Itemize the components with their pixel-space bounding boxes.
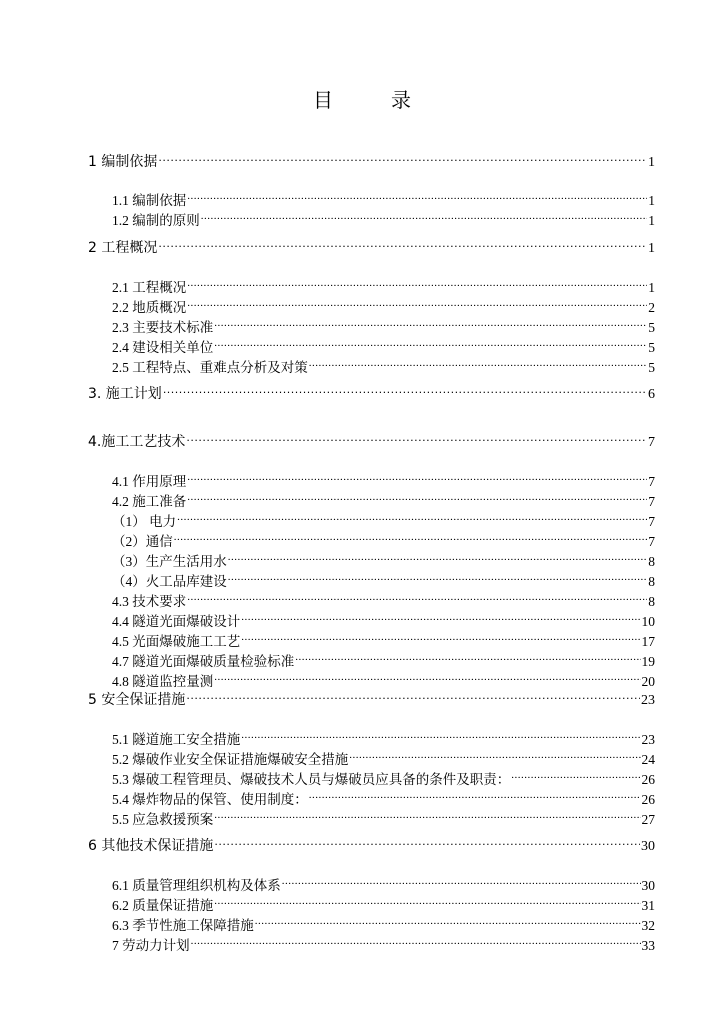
toc-entry-page-number: 1 [648, 241, 655, 256]
toc-entry-page-number: 20 [641, 674, 655, 689]
toc-entry-page-number: 26 [641, 792, 655, 807]
toc-entry-label: 2 工程概况 [88, 240, 158, 256]
toc-entry-level2[interactable] [112, 548, 655, 569]
toc-entry-level2[interactable] [112, 628, 655, 649]
toc-entry-page-number: 1 [648, 193, 655, 208]
toc-entry-label: 4.1 作用原理 [112, 474, 187, 489]
toc-entry-label: 6.2 质量保证措施 [112, 898, 214, 913]
toc-entry-label: 6.1 质量管理组织机构及体系 [112, 878, 281, 893]
toc-entry-level2[interactable] [112, 568, 655, 589]
toc-entry-page-number: 32 [641, 918, 655, 933]
toc-entry-label: （4）火工品库建设 [112, 574, 227, 589]
toc-entry-level2[interactable] [112, 294, 655, 315]
dot-leader [186, 428, 647, 446]
dot-leader [187, 588, 647, 606]
dot-leader [511, 766, 640, 784]
toc-entry-level1[interactable] [88, 148, 655, 170]
toc-entry-page-number: 23 [641, 693, 655, 708]
dot-leader [174, 528, 648, 546]
toc-entry-label: （2）通信 [112, 534, 173, 549]
toc-entry-page-number: 26 [641, 772, 655, 787]
toc-entry-level2[interactable] [112, 187, 655, 208]
toc-entry-level2[interactable] [112, 766, 655, 787]
toc-entry-level2[interactable] [112, 588, 655, 609]
dot-leader [214, 314, 647, 332]
toc-entry-page-number: 5 [648, 340, 655, 355]
dot-leader [228, 548, 648, 566]
dot-leader [295, 648, 640, 666]
dot-leader [241, 608, 640, 626]
dot-leader [241, 628, 640, 646]
toc-entry-page-number: 27 [641, 812, 655, 827]
toc-entry-label: 2.3 主要技术标准 [112, 320, 214, 335]
toc-entry-page-number: 8 [648, 594, 655, 609]
dot-leader [214, 668, 640, 686]
dot-leader [349, 746, 640, 764]
toc-entry-label: 5.3 爆破工程管理员、爆破技术人员与爆破员应具备的条件及职责： [112, 772, 511, 787]
toc-entry-level2[interactable] [112, 334, 655, 355]
toc-entry-label: 1.2 编制的原则 [112, 213, 200, 228]
dot-leader [241, 726, 640, 744]
toc-entry-page-number: 10 [641, 614, 655, 629]
toc-entry-label: 6 其他技术保证措施 [88, 838, 214, 854]
toc-entry-level2[interactable] [112, 488, 655, 509]
toc-entry-label: 5.4 爆炸物品的保管、使用制度： [112, 792, 308, 807]
toc-entry-level2[interactable] [112, 314, 655, 335]
dot-leader [187, 274, 647, 292]
toc-entry-level2[interactable] [112, 354, 655, 375]
toc-entry-label: （3）生产生活用水 [112, 554, 227, 569]
toc-entry-label: 1 编制依据 [88, 154, 158, 170]
toc-entry-page-number: 2 [648, 300, 655, 315]
toc-entry-page-number: 23 [641, 732, 655, 747]
toc-entry-level2[interactable] [112, 726, 655, 747]
dot-leader [214, 892, 640, 910]
dot-leader [187, 187, 647, 205]
dot-leader [214, 334, 647, 352]
dot-leader [158, 234, 647, 252]
toc-entry-level1[interactable] [88, 686, 655, 708]
toc-entry-page-number: 6 [648, 387, 655, 402]
toc-entry-label: 2.4 建设相关单位 [112, 340, 214, 355]
dot-leader [186, 686, 640, 704]
dot-leader [214, 806, 640, 824]
dot-leader [309, 354, 648, 372]
toc-entry-level1[interactable] [88, 380, 655, 402]
toc-entry-label: 4.施工工艺技术 [88, 434, 186, 450]
toc-entry-label: 1.1 编制依据 [112, 193, 187, 208]
toc-entry-level2[interactable] [112, 892, 655, 913]
toc-entry-label: 7 劳动力计划 [112, 938, 190, 953]
toc-entry-label: 4.7 隧道光面爆破质量检验标准 [112, 654, 295, 669]
toc-entry-page-number: 5 [648, 360, 655, 375]
toc-entry-page-number: 33 [641, 938, 655, 953]
toc-entry-page-number: 30 [641, 878, 655, 893]
toc-entry-page-number: 5 [648, 320, 655, 335]
toc-entry-label: 5.5 应急救援预案 [112, 812, 214, 827]
toc-entry-page-number: 24 [641, 752, 655, 767]
toc-entry-label: 4.2 施工准备 [112, 494, 187, 509]
toc-entry-label: 5.2 爆破作业安全保证措施爆破安全措施 [112, 752, 349, 767]
dot-leader [187, 488, 647, 506]
toc-entry-page-number: 7 [648, 474, 655, 489]
dot-leader [228, 568, 648, 586]
title-char-1: 目 [313, 90, 333, 112]
toc-entry-level2[interactable] [112, 608, 655, 629]
toc-entry-level2[interactable] [112, 207, 655, 228]
toc-entry-page-number: 8 [648, 554, 655, 569]
dot-leader [201, 207, 648, 225]
toc-entry-label: 4.8 隧道监控量测 [112, 674, 214, 689]
toc-entry-page-number: 1 [648, 280, 655, 295]
dot-leader [187, 468, 647, 486]
toc-entry-level2[interactable] [112, 912, 655, 933]
toc-entry-level2[interactable] [112, 746, 655, 767]
toc-entry-page-number: 1 [648, 155, 655, 170]
toc-entry-label: 2.2 地质概况 [112, 300, 187, 315]
toc-entry-page-number: 1 [648, 213, 655, 228]
toc-entry-page-number: 7 [648, 494, 655, 509]
toc-entry-level2[interactable] [112, 274, 655, 295]
toc-entry-page-number: 30 [641, 839, 655, 854]
title-char-2: 录 [391, 90, 411, 112]
toc-entry-label: （1） 电力 [112, 514, 177, 529]
page-title [0, 84, 724, 113]
dot-leader [309, 786, 641, 804]
toc-entry-level2[interactable] [112, 786, 655, 807]
toc-entry-level2[interactable] [112, 668, 655, 689]
toc-entry-label: 4.4 隧道光面爆破设计 [112, 614, 241, 629]
dot-leader [158, 148, 647, 166]
dot-leader [177, 508, 647, 526]
dot-leader [191, 932, 641, 950]
toc-entry-level2[interactable] [112, 528, 655, 549]
toc-entry-level1[interactable] [88, 832, 655, 854]
dot-leader [255, 912, 641, 930]
toc-entry-level2[interactable] [112, 872, 655, 893]
toc-entry-level2[interactable] [112, 508, 655, 529]
dot-leader [187, 294, 647, 312]
toc-entry-page-number: 7 [648, 534, 655, 549]
toc-entry-page-number: 19 [641, 654, 655, 669]
toc-entry-page-number: 7 [648, 435, 655, 450]
toc-entry-label: 5.1 隧道施工安全措施 [112, 732, 241, 747]
toc-entry-page-number: 7 [648, 514, 655, 529]
toc-entry-label: 4.3 技术要求 [112, 594, 187, 609]
toc-entry-page-number: 31 [641, 898, 655, 913]
toc-entry-level2[interactable] [112, 806, 655, 827]
toc-entry-label: 6.3 季节性施工保障措施 [112, 918, 254, 933]
dot-leader [214, 832, 640, 850]
toc-entry-label: 4.5 光面爆破施工工艺 [112, 634, 241, 649]
dot-leader [282, 872, 641, 890]
toc-entry-level2[interactable] [112, 932, 655, 953]
dot-leader [163, 380, 647, 398]
toc-entry-level1[interactable] [88, 234, 655, 256]
toc-entry-label: 2.5 工程特点、重难点分析及对策 [112, 360, 308, 375]
toc-entry-label: 3. 施工计划 [88, 386, 162, 402]
toc-entry-level2[interactable] [112, 468, 655, 489]
toc-entry-page-number: 17 [641, 634, 655, 649]
toc-entry-page-number: 8 [648, 574, 655, 589]
toc-entry-level2[interactable] [112, 648, 655, 669]
toc-entry-level1[interactable] [88, 428, 655, 450]
toc-entry-label: 2.1 工程概况 [112, 280, 187, 295]
toc-entry-label: 5 安全保证措施 [88, 692, 186, 708]
